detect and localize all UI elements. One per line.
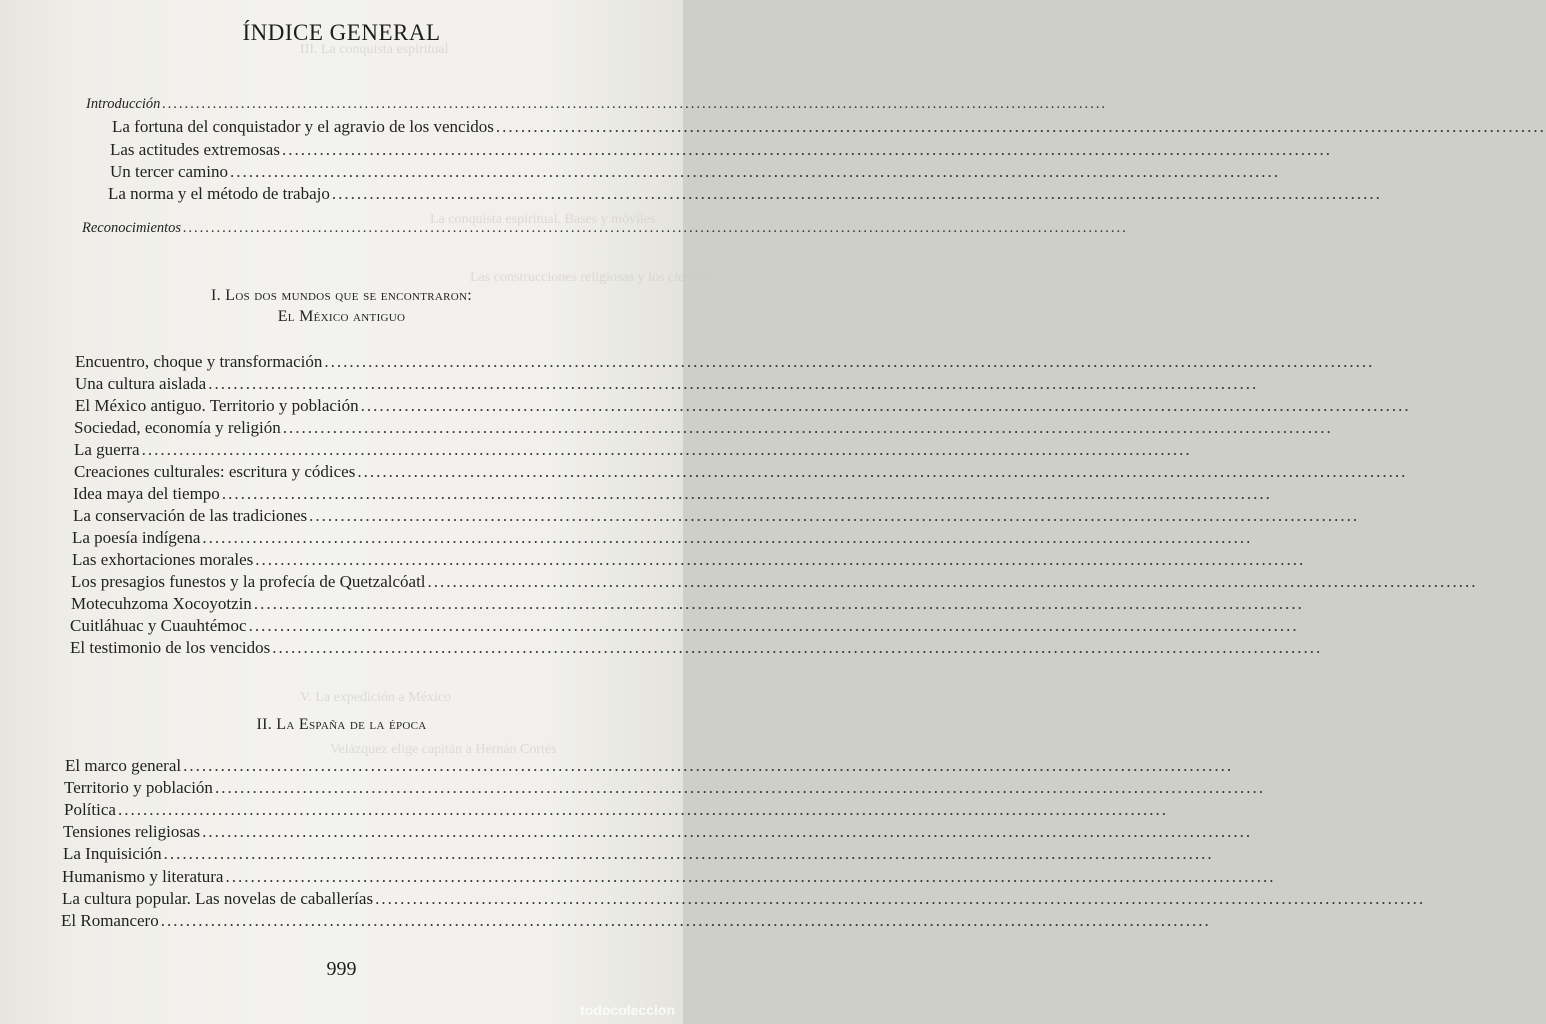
toc-entry-label: La poesía indígena <box>72 528 201 547</box>
toc-entry-label: Las actitudes extremosas <box>110 140 280 159</box>
leader-dots <box>255 550 1305 570</box>
page-number: 999 <box>326 958 357 980</box>
toc-entry-label: El México antiguo. Territorio y población <box>75 396 359 415</box>
leader-dots <box>361 396 1411 416</box>
leader-dots <box>225 867 1275 887</box>
toc-entry <box>110 140 656 162</box>
toc-entry <box>72 550 657 572</box>
bleed-through-text: III. La conquista espiritual <box>300 42 449 57</box>
toc-entry-label: Reconocimientos <box>82 220 182 236</box>
toc-entry-label: El testimonio de los vencidos <box>70 638 271 657</box>
toc-entry <box>62 889 657 911</box>
leader-dots <box>283 418 1333 438</box>
toc-entry-label: La norma y el método de trabajo <box>108 184 330 203</box>
toc-entry <box>74 418 657 440</box>
leader-dots <box>272 638 1322 658</box>
toc-entry <box>70 638 657 660</box>
toc-entry-label: La Inquisición <box>63 844 162 863</box>
toc-entry-label: La conservación de las tradiciones <box>73 506 308 525</box>
leader-dots <box>375 889 1425 909</box>
leader-dots <box>118 800 1168 820</box>
chapter-heading: I. Los dos mundos que se encontraron: <box>211 287 472 304</box>
bleed-through-text: Velázquez elige capitán a Hernán Cortés <box>330 742 557 757</box>
toc-entry <box>82 220 656 242</box>
toc-entry-label: La cultura popular. Las novelas de caballerías <box>62 889 374 908</box>
toc-entry-label: La guerra <box>74 440 140 459</box>
toc-entry <box>72 528 657 550</box>
toc-entry <box>75 352 657 374</box>
toc-entry <box>65 756 657 778</box>
leader-dots <box>183 220 1128 237</box>
toc-entry <box>74 462 657 484</box>
leader-dots <box>142 440 1192 460</box>
leader-dots <box>215 778 1265 798</box>
toc-entry <box>74 440 657 462</box>
leader-dots <box>222 484 1272 504</box>
leader-dots <box>161 911 1211 931</box>
leader-dots <box>332 184 1382 204</box>
chapter-heading: II. La España de la época <box>256 716 427 733</box>
page-title: ÍNDICE GENERAL <box>242 20 441 45</box>
toc-entry-label: Idea maya del tiempo <box>73 484 220 503</box>
leader-dots <box>357 462 1407 482</box>
leader-dots <box>230 162 1280 182</box>
toc-entry <box>73 506 657 528</box>
leader-dots <box>249 616 1299 636</box>
toc-entry-label: Motecuhzoma Xocoyotzin <box>71 594 252 613</box>
toc-entry-label: Las exhortaciones morales <box>72 550 254 569</box>
toc-entry <box>75 374 657 396</box>
toc-entry-label: El Romancero <box>61 911 159 930</box>
toc-entry <box>63 822 657 844</box>
toc-entry-label: Humanismo y literatura <box>62 867 224 886</box>
toc-entry <box>61 911 657 933</box>
toc-entry-label: Introducción <box>86 96 161 112</box>
toc-entry <box>110 162 656 184</box>
leader-dots <box>202 822 1252 842</box>
toc-entry <box>71 572 657 594</box>
leader-dots <box>428 572 1478 592</box>
toc-entry <box>70 616 657 638</box>
watermark: todocoleccion <box>580 1002 675 1018</box>
toc-entry-label: Encuentro, choque y transformación <box>75 352 323 371</box>
toc-entry <box>63 844 657 866</box>
toc-entry-label: Creaciones culturales: escritura y códices <box>74 462 356 481</box>
toc-entry <box>75 396 657 418</box>
leader-dots <box>496 117 1546 137</box>
toc-entry-label: Cuitláhuac y Cuauhtémoc <box>70 616 247 635</box>
toc-entry <box>71 594 657 616</box>
toc-entry-label: Territorio y población <box>64 778 213 797</box>
leader-dots <box>164 844 1214 864</box>
toc-entry <box>108 184 656 206</box>
bleed-through-text: Las construcciones religiosas y los clérigos <box>470 270 713 285</box>
leader-dots <box>309 506 1359 526</box>
toc-entry <box>64 800 657 822</box>
leader-dots <box>208 374 1258 394</box>
toc-entry <box>62 867 657 889</box>
leader-dots <box>282 140 1332 160</box>
leader-dots <box>324 352 1374 372</box>
bleed-through-text: V. La expedición a México <box>300 690 451 705</box>
toc-entry <box>64 778 657 800</box>
chapter-subheading: El México antiguo <box>277 308 406 325</box>
book-page <box>0 0 713 1024</box>
toc-entry <box>112 117 656 139</box>
leader-dots <box>202 528 1252 548</box>
toc-entry-label: El marco general <box>65 756 182 775</box>
toc-entry-label: Sociedad, economía y religión <box>74 418 281 437</box>
toc-entry-label: La fortuna del conquistador y el agravio de los vencidos <box>112 117 494 136</box>
bleed-through-text: La conquista espiritual. Bases y móviles <box>430 212 656 227</box>
toc-entry-label: Los presagios funestos y la profecía de Quetzalcóatl <box>71 572 426 591</box>
toc-entry <box>86 96 656 118</box>
leader-dots <box>254 594 1304 614</box>
toc-entry-label: Política <box>64 800 116 819</box>
leader-dots <box>183 756 1233 776</box>
toc-entry-label: Un tercer camino <box>110 162 228 181</box>
leader-dots <box>162 96 1107 113</box>
toc-entry <box>73 484 657 506</box>
toc-entry-label: Tensiones religiosas <box>63 822 201 841</box>
toc-entry-label: Una cultura aislada <box>75 374 207 393</box>
